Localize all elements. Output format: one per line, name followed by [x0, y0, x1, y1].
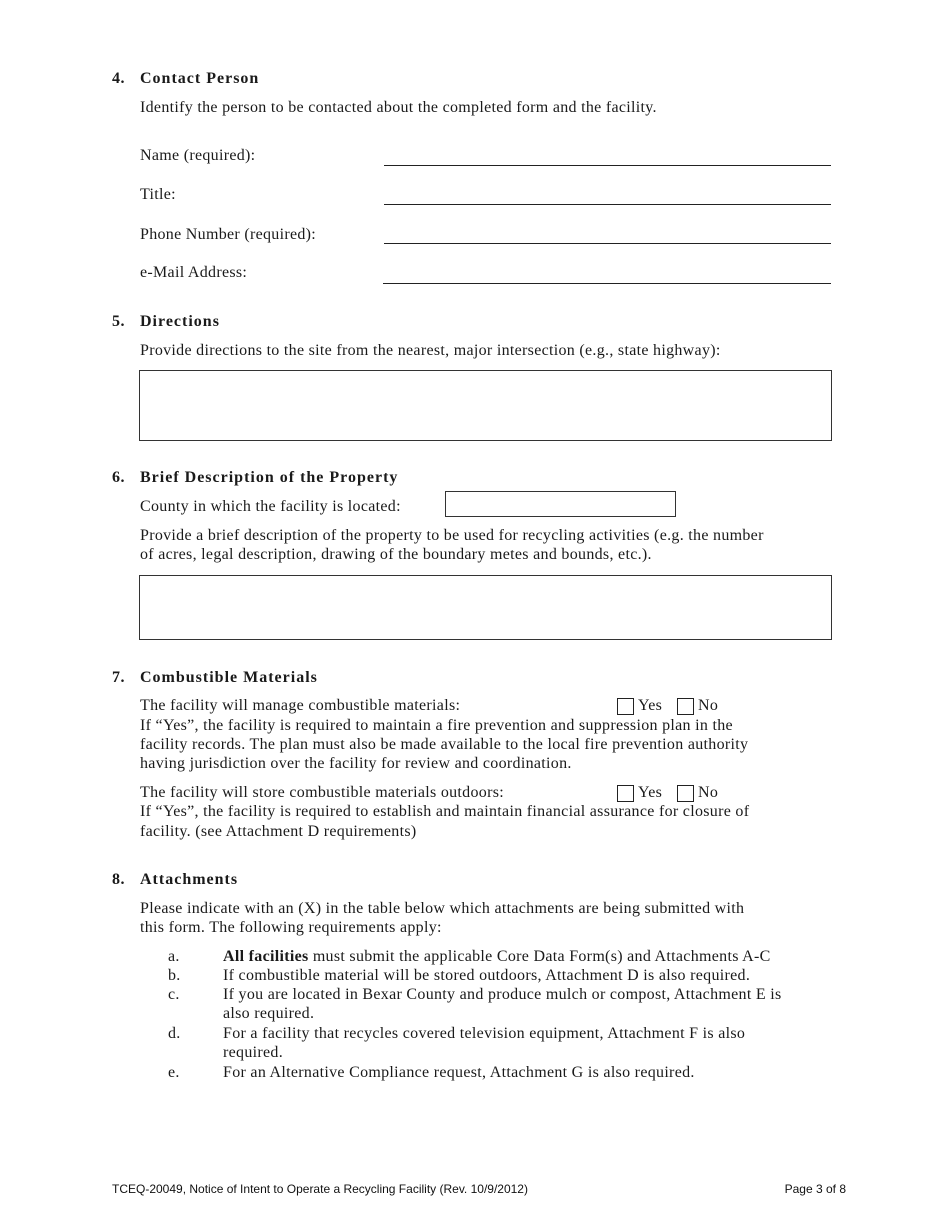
list-item-e-text: For an Alternative Compliance request, Attachment G is also required.: [223, 1064, 695, 1081]
name-label: Name (required):: [140, 147, 256, 164]
section-8-title: Attachments: [140, 871, 239, 888]
manage-note-line-2: facility records. The plan must also be made available to the local fire prevention authority: [140, 736, 749, 753]
list-item-d-letter: d.: [168, 1025, 181, 1042]
manage-no-label: No: [698, 697, 719, 714]
section-5-number: 5.: [112, 313, 125, 330]
manage-note-line-3: having jurisdiction over the facility for review and coordination.: [140, 755, 572, 772]
list-item-a-bold: All facilities: [223, 948, 309, 965]
manage-yes-label: Yes: [638, 697, 663, 714]
list-item-c-letter: c.: [168, 986, 180, 1003]
store-note-line-1: If “Yes”, the facility is required to establish and maintain financial assurance for closure of: [140, 803, 750, 820]
directions-textarea[interactable]: [139, 370, 832, 441]
manage-yes-checkbox[interactable]: [617, 698, 634, 715]
email-field[interactable]: [383, 283, 831, 284]
email-label: e-Mail Address:: [140, 264, 248, 281]
list-item-a-letter: a.: [168, 948, 180, 965]
section-6-number: 6.: [112, 469, 125, 486]
section-4-number: 4.: [112, 70, 125, 87]
section-5-title: Directions: [140, 313, 220, 330]
section-7-title: Combustible Materials: [140, 669, 318, 686]
store-yes-label: Yes: [638, 784, 663, 801]
section-7-number: 7.: [112, 669, 125, 686]
attachments-intro-line-1: Please indicate with an (X) in the table below which attachments are being submitted with: [140, 900, 745, 917]
list-item-b-text: If combustible material will be stored outdoors, Attachment D is also required.: [223, 967, 751, 984]
name-field[interactable]: [384, 165, 831, 166]
property-desc-line-2: of acres, legal description, drawing of the boundary metes and bounds, etc.).: [140, 546, 652, 563]
store-yes-checkbox[interactable]: [617, 785, 634, 802]
combustible-store-question: The facility will store combustible materials outdoors:: [140, 784, 504, 801]
title-label: Title:: [140, 186, 176, 203]
section-6-title: Brief Description of the Property: [140, 469, 399, 486]
list-item-d-text: For a facility that recycles covered television equipment, Attachment F is also: [223, 1025, 746, 1042]
list-item-a: [223, 948, 771, 966]
footer-page-number: Page 3 of 8: [784, 1182, 846, 1196]
phone-label: Phone Number (required):: [140, 226, 317, 243]
section-5-intro: Provide directions to the site from the nearest, major intersection (e.g., state highway):: [140, 342, 721, 359]
list-item-d-text-2: required.: [223, 1044, 284, 1061]
store-no-label: No: [698, 784, 719, 801]
store-no-checkbox[interactable]: [677, 785, 694, 802]
property-description-textarea[interactable]: [139, 575, 832, 640]
manage-note-line-1: If “Yes”, the facility is required to maintain a fire prevention and suppression plan in the: [140, 717, 733, 734]
property-desc-line-1: Provide a brief description of the property to be used for recycling activities (e.g. the number: [140, 527, 764, 544]
list-item-c-text: If you are located in Bexar County and produce mulch or compost, Attachment E is: [223, 986, 782, 1003]
list-item-a-text: must submit the applicable Core Data Form(s) and Attachments A-C: [308, 948, 771, 965]
list-item-c-text-2: also required.: [223, 1005, 315, 1022]
attachments-intro-line-2: this form. The following requirements apply:: [140, 919, 442, 936]
county-input[interactable]: [445, 491, 676, 517]
combustible-manage-question: The facility will manage combustible materials:: [140, 697, 461, 714]
phone-field[interactable]: [384, 243, 831, 244]
list-item-e-letter: e.: [168, 1064, 180, 1081]
section-4-title: Contact Person: [140, 70, 260, 87]
section-4-intro: Identify the person to be contacted about the completed form and the facility.: [140, 99, 657, 116]
county-label: County in which the facility is located:: [140, 498, 401, 515]
list-item-b-letter: b.: [168, 967, 181, 984]
manage-no-checkbox[interactable]: [677, 698, 694, 715]
section-8-number: 8.: [112, 871, 125, 888]
footer-form-id: TCEQ-20049, Notice of Intent to Operate a Recycling Facility (Rev. 10/9/2012): [112, 1182, 528, 1196]
store-note-line-2: facility. (see Attachment D requirements): [140, 823, 417, 840]
title-field[interactable]: [384, 204, 831, 205]
